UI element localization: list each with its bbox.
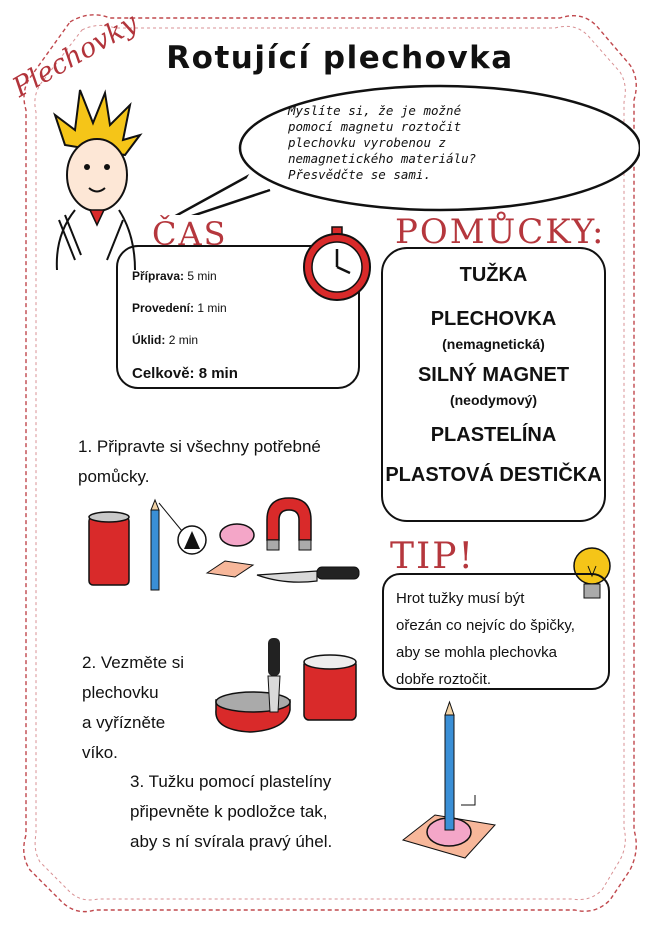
- step-line: připevněte k podložce tak,: [130, 802, 328, 821]
- time-total: Celkově: 8 min: [132, 365, 238, 382]
- pencil-tip-detail-icon: [159, 503, 206, 554]
- tool-note: (nemagnetická): [442, 336, 545, 352]
- tool-note: (neodymový): [449, 392, 538, 408]
- pencil-icon: [151, 500, 159, 590]
- time-heading: ČAS: [152, 215, 228, 253]
- tip-line: dobře roztočit.: [396, 671, 492, 688]
- knife-icon: [257, 567, 359, 582]
- board-icon: [207, 561, 253, 577]
- tip-box: [382, 573, 610, 690]
- tool-item: PLASTOVÁ DESTIČKA: [385, 464, 602, 486]
- tip-heading: TIP!: [390, 536, 475, 577]
- right-angle-icon: [461, 795, 475, 805]
- tool-item: PLASTELÍNA: [430, 424, 557, 446]
- tip-line: ořezán co nejvíc do špičky,: [396, 617, 575, 634]
- plasticine-icon: [220, 524, 254, 546]
- pencil-on-board-illustration: [395, 700, 505, 870]
- prep-label: Příprava:: [132, 269, 185, 283]
- step-1: [78, 432, 358, 492]
- step-line: pomůcky.: [78, 467, 150, 486]
- speech-bubble-text: Myslíte si, že je možné pomocí magnetu roztočit plechovku vyrobenou z nemagnetického materiálu? Přesvědčte se sami.: [288, 103, 477, 182]
- step-line: aby s ní svírala pravý úhel.: [130, 832, 333, 851]
- can-icon: [304, 655, 356, 720]
- cut-can-illustration: [210, 630, 370, 740]
- step-line: a vyřízněte: [82, 713, 166, 732]
- supplies-illustration: [85, 495, 375, 595]
- tools-box: [381, 247, 606, 522]
- magnet-icon: [267, 498, 311, 550]
- tool-item: TUŽKA: [459, 264, 528, 286]
- clean-value: 2 min: [168, 333, 199, 347]
- step-line: 1. Připravte si všechny potřebné: [78, 437, 321, 456]
- can-icon: [89, 512, 129, 585]
- step-line: 2. Vezměte si: [82, 653, 185, 672]
- tool-item: PLECHOVKA: [430, 308, 557, 330]
- tools-heading: POMŮCKY:: [395, 212, 606, 252]
- prep-value: 5 min: [187, 269, 217, 283]
- clean-label: Úklid:: [132, 333, 166, 347]
- tip-line: aby se mohla plechovka: [396, 644, 557, 661]
- pencil-icon: [445, 702, 454, 830]
- tool-item: SILNÝ MAGNET: [417, 364, 570, 386]
- tip-line: Hrot tužky musí být: [396, 590, 525, 607]
- page-title: Rotující plechovka: [166, 40, 514, 76]
- exec-value: 1 min: [197, 301, 227, 315]
- corner-label: Plechovky: [7, 7, 143, 104]
- knife-icon: [268, 638, 280, 712]
- exec-label: Provedení:: [132, 301, 195, 315]
- step-line: víko.: [82, 743, 118, 762]
- step-line: plechovku: [82, 683, 159, 702]
- step-2: [82, 648, 222, 768]
- stopwatch-icon: [300, 225, 374, 303]
- step-line: 3. Tužku pomocí plastelíny: [130, 772, 332, 791]
- step-3: [130, 767, 390, 857]
